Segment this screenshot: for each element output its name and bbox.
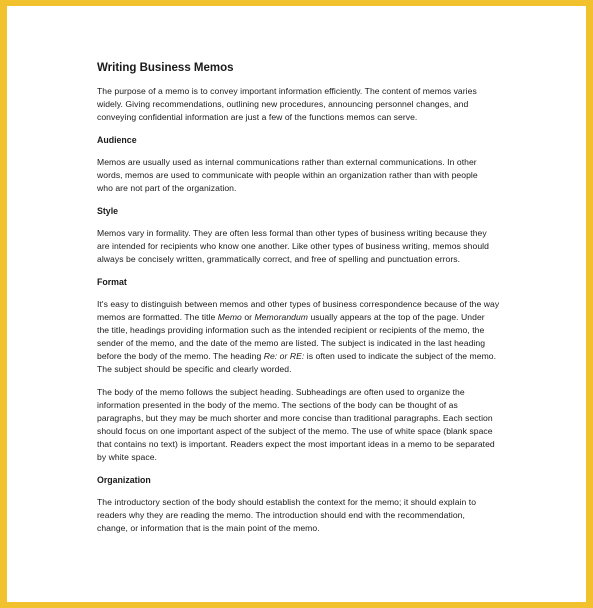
memo-term: Memo [217,312,242,322]
style-line: are intended for recipients who know one another. Like other types of business writing, memos should [97,241,489,251]
organization-line: readers why they are reading the memo. The introduction should end with the recommendation, [97,510,465,520]
intro-line: widely. Giving recommendations, outlining new procedures, announcing personnel changes, and [97,99,469,109]
organization-line: The introductory section of the body should establish the context for the memo; it should explain to [97,497,477,507]
format-line: The body of the memo follows the subject heading. Subheadings are often used to organize the [97,387,465,397]
audience-heading: Audience [97,135,137,145]
style-heading: Style [97,206,119,216]
format-heading: Format [97,277,127,287]
audience-paragraph [97,156,537,195]
style-line: always be concisely written, grammatically correct, and free of spelling and punctuation errors. [97,254,461,264]
format-line [97,311,537,324]
format-line [97,350,537,363]
document-title: Writing Business Memos [97,62,234,74]
style-line: Memos vary in formality. They are often less formal than other types of business writing because they [97,228,487,238]
format-line: should focus on one important aspect of the subject of the memo. The use of white space (blank space [97,426,493,436]
format-text: memos are formatted. The title [97,312,218,322]
format-line: by white space. [97,452,157,462]
audience-line: who are not part of the organization. [97,183,237,193]
format-line: sender of the memo, and the date of the memo are listed. The subject is indicated in the last heading [97,338,486,348]
memorandum-term: Memorandum [254,312,309,322]
organization-paragraph [97,496,537,535]
intro-line: conveying confidential information are just a few of the functions memos can serve. [97,112,418,122]
style-paragraph [97,227,537,266]
format-line: the title, headings providing information such as the intended recipient or recipients of the memo, the [97,325,485,335]
format-text: is often used to indicate the subject of the memo. [304,351,497,361]
organization-heading: Organization [97,475,151,485]
format-line: It's easy to distinguish between memos and other types of business correspondence because of the way [97,299,500,309]
format-text: before the body of the memo. The heading [97,351,264,361]
intro-line: The purpose of a memo is to convey important information efficiently. The content of memos varies [97,86,477,96]
format-paragraph-2 [97,386,537,464]
format-text: usually appears at the top of the page. Under [308,312,485,322]
format-paragraph-1 [97,298,537,376]
format-line: paragraphs, but they may be much shorter and more concise than traditional paragraphs. Each section [97,413,493,423]
document-content [97,61,537,545]
organization-line: change, or information that is the main point of the memo. [97,523,320,533]
format-text: or [241,312,255,322]
document-page [7,6,586,602]
format-line: The subject should be specific and clearly worded. [97,364,292,374]
format-line: information presented in the body of the memo. The sections of the body can be thought of as [97,400,458,410]
format-line: that contains no text) is important. Readers expect the most important ideas in a memo to be separated [97,439,495,449]
re-term: Re: or RE: [263,351,305,361]
audience-line: words, memos are used to communicate with people within an organization rather than with people [97,170,478,180]
intro-paragraph [97,85,537,124]
audience-line: Memos are usually used as internal communications rather than external communications. In other [97,157,477,167]
